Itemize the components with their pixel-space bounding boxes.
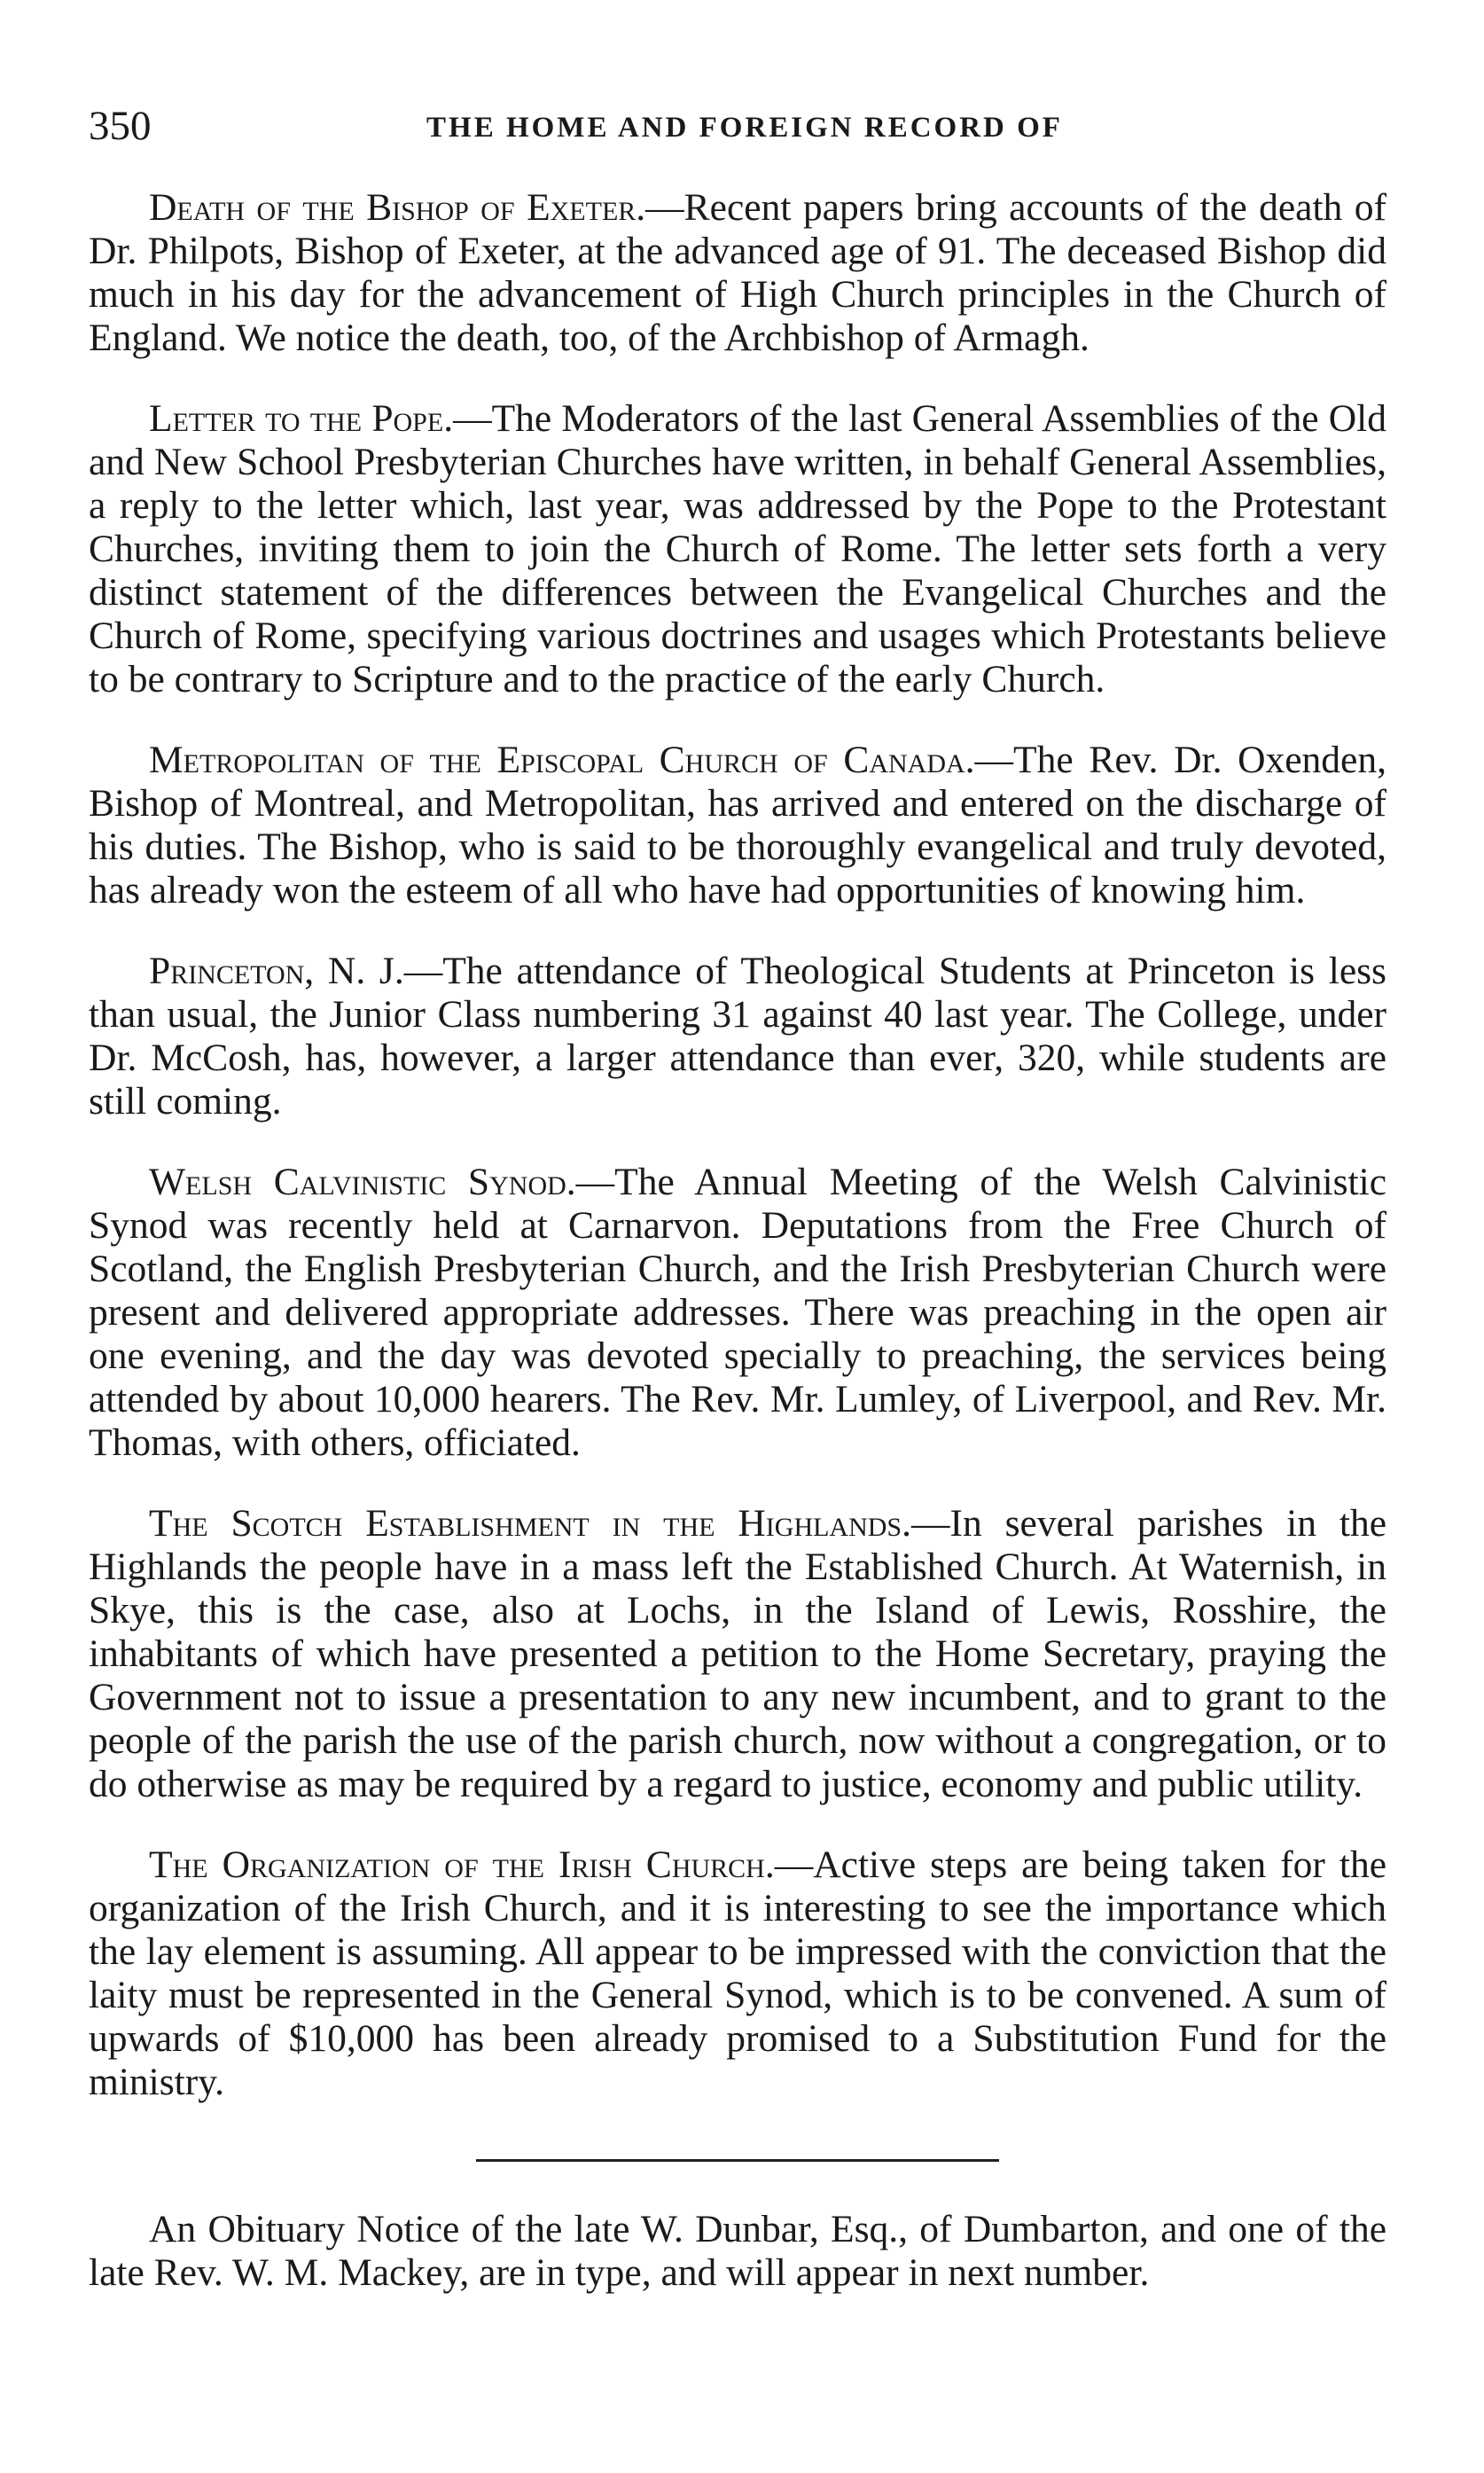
running-head [89,99,1401,153]
news-item-heading: Princeton, N. J. [149,950,404,992]
news-item-text: —The Rev. Dr. Oxenden, Bishop of Montreal, and Metropolitan, has arrived and entered on the discharge of his duties. The Bishop, who is said to be thoroughly evangelical and truly devoted, has already won the esteem of all who have had opportunities of knowing him. [89,739,1386,912]
news-item-princeton [89,950,1386,1123]
news-item-text: —In several parishes in the Highlands the people have in a mass left the Established Church. At Waternish, in Skye, this is the case, also at Lochs, in the Island of Lewis, Rosshire, the inhabitants of which have presented a petition to the Home Secretary, praying the Government not to issue a presentation to any new incumbent, and to grant to the people of the parish the use of the parish church, now without a congregation, or to do otherwise as may be required by a regard to justice, economy and public utility. [89,1502,1386,1805]
page-number: 350 [89,103,152,149]
news-item-text: —Active steps are being taken for the organization of the Irish Church, and it is interesting to see the importance which the lay element is assuming. All appear to be impressed with the conviction that the laity must be represented in the General Synod, which is to be convened. A sum of upwards of $10,000 has been already promised to a Substitution Fund for the ministry. [89,1843,1387,2103]
news-item-heading: Death of the Bishop of Exeter. [149,186,646,229]
news-item-bishop-of-exeter [89,186,1386,360]
news-item-text: —The attendance of Theological Students at Princeton is less than usual, the Junior Class numbering 31 against 40 last year. The College, under Dr. McCosh, has, however, a larger attendance than ever, 320, while students are still coming. [89,950,1386,1123]
news-item-letter-to-the-pope [89,397,1386,701]
news-item-text: —The Annual Meeting of the Welsh Calvinistic Synod was recently held at Carnarvon. Deputations from the Free Church of Scotland, the English Presbyterian Church, and the Irish Presbyterian Church were present and delivered appropriate addresses. There was preaching in the open air one evening, and the day was devoted specially to preaching, the services being attended by about 10,000 hearers. The Rev. Mr. Lumley, of Liverpool, and Rev. Mr. Thomas, with others, officiated. [89,1161,1386,1464]
obituary-notice: An Obituary Notice of the late W. Dunbar, Esq., of Dumbarton, and one of the late Rev. W. M. Mackey, are in type, and will appear in next number. [89,2208,1386,2294]
news-item-text: —Recent papers bring accounts of the death of Dr. Philpots, Bishop of Exeter, at the advanced age of 91. The deceased Bishop did much in his day for the advancement of High Church principles in the Church of England. We notice the death, too, of the Archbishop of Armagh. [89,186,1386,359]
news-item-irish-church [89,1843,1386,2104]
news-item-heading: Metropolitan of the Episcopal Church of Canada. [149,739,975,781]
section-divider [476,2159,999,2162]
news-item-scotch-establishment [89,1502,1386,1806]
news-item-metropolitan-canada [89,739,1386,912]
news-item-heading: Welsh Calvinistic Synod. [149,1161,576,1203]
running-head-title: THE HOME AND FOREIGN RECORD OF [426,112,1063,144]
article-body [89,186,1386,2295]
news-item-heading: Letter to the Pope. [149,397,454,440]
news-item-heading: The Scotch Establishment in the Highlands. [149,1502,911,1545]
news-item-text: —The Moderators of the last General Assemblies of the Old and New School Presbyterian Churches have written, in behalf General Assemblies, a reply to the letter which, last year, was addressed by the Pope to the Protestant Churches, inviting them to join the Church of Rome. The letter sets forth a very distinct statement of the differences between the Evangelical Churches and the Church of Rome, specifying various doctrines and usages which Protestants believe to be contrary to Scripture and to the practice of the early Church. [89,397,1387,700]
news-item-heading: The Organization of the Irish Church. [149,1843,775,1886]
news-item-welsh-synod [89,1161,1386,1465]
